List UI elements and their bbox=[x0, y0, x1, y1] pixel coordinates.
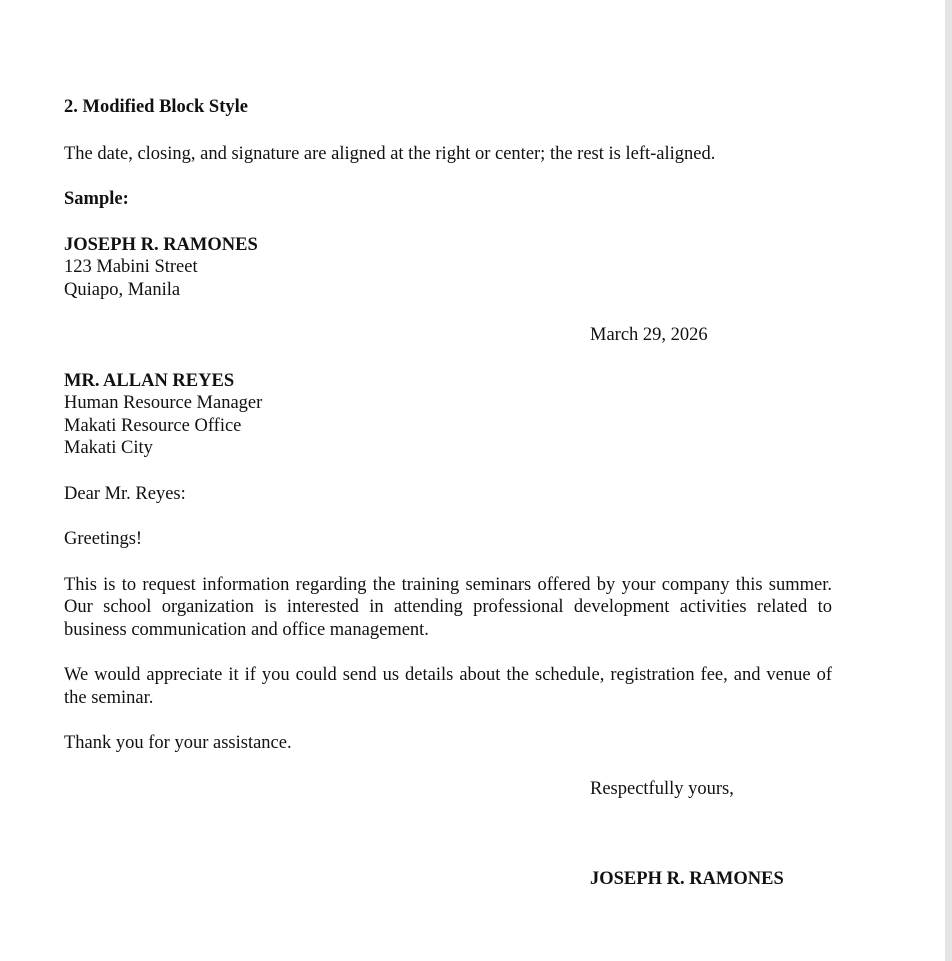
section-heading: 2. Modified Block Style bbox=[64, 97, 248, 117]
sender-address-block bbox=[64, 234, 832, 302]
sender-city: Quiapo, Manila bbox=[64, 279, 181, 300]
recipient-city: Makati City bbox=[64, 438, 153, 458]
recipient-title: Human Resource Manager bbox=[64, 393, 263, 413]
letter-date: March 29, 2026 bbox=[590, 325, 708, 345]
signature-name: JOSEPH R. RAMONES bbox=[590, 869, 784, 889]
body-paragraph-3: Thank you for your assistance. bbox=[64, 733, 292, 753]
salutation: Dear Mr. Reyes: bbox=[64, 483, 186, 504]
scrollbar[interactable] bbox=[945, 0, 952, 961]
recipient-name: MR. ALLAN REYES bbox=[64, 370, 235, 391]
recipient-address-block bbox=[64, 370, 832, 460]
sample-label: Sample: bbox=[64, 189, 129, 209]
sender-name: JOSEPH R. RAMONES bbox=[64, 234, 258, 255]
body-paragraph-2: We would appreciate it if you could send us details about the schedule, registration fee, and venue of the seminar. bbox=[64, 665, 832, 708]
document-page bbox=[64, 96, 832, 891]
complimentary-close: Respectfully yours, bbox=[590, 778, 734, 799]
section-description: The date, closing, and signature are aligned at the right or center; the rest is left-aligned. bbox=[64, 143, 716, 164]
body-paragraph-1: This is to request information regarding the training seminars offered by your company this summer. Our school organization is interested in attending professional development activities related to business communication and office management. bbox=[64, 574, 832, 640]
greeting: Greetings! bbox=[64, 529, 143, 549]
sender-street: 123 Mabini Street bbox=[64, 257, 198, 277]
recipient-office: Makati Resource Office bbox=[64, 415, 242, 436]
